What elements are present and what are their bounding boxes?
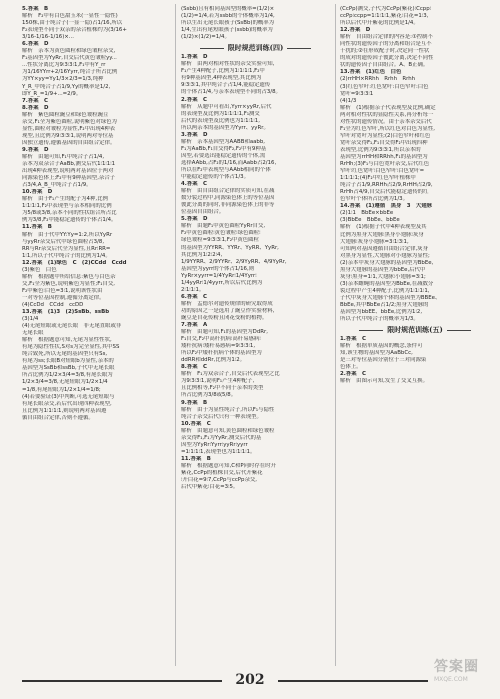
text-line: 为9∶3∶3∶1,说明F₁产生4种配子, [181,378,255,385]
text-line: 表现型,比例为9∶3∶3∶1,所以亲本的 [340,146,421,153]
text-line: (2)亲本中灰身大翅脉的基因型为BbEe, [340,259,434,266]
text-line: 12.答案 (1)绿色 C (2)CCdd Ccdd [22,259,127,266]
footer-rule-left [22,680,222,682]
text-line: 比例为黑身大翅脉∶黑身小翅脉∶灰身 [340,231,424,238]
text-line: 解析 F₁为双杂合子,自交后代表现型之比 [181,371,280,378]
text-line: 纯合子杂交后代只有一种表现型。 [181,413,262,420]
footer-rule-right [278,680,428,682]
text-line: Y_R_中纯合子占1/9,Yy的概率是1/2, [22,83,111,90]
text-line: 所占比例为3/8或5/8。 [181,392,237,399]
text-line: 有9种基因型,4种表现型,其比例为 [181,75,262,82]
text-line: 且比例相等,F₂中不同于亲本的类型 [181,385,264,392]
text-line: 是三对等位基因分别位于三对同源染 [340,357,427,364]
text-line: 所以在F₂中表现型与AAbb相同的个体 [181,166,271,173]
text-line: ccPp∶ccpp=1∶1∶1∶1,紫花∶白花=1∶3, [340,13,429,20]
text-line: 所以F₂中矮秆抗病个体的基因型为 [181,350,262,357]
text-line: ...性状分离比为9∶3∶3∶1,F₁中有Y_rr [22,62,106,69]
text-line: 为5/8或3/8,亲本不同的性状组合所占比 [22,210,117,217]
text-line: (3)1/4 [22,316,39,323]
text-line: 解析 由题意可知,黄色圆粒和绿色皱粒 [181,427,275,434]
text-line: 其比例为1∶2∶2∶4, [181,251,223,258]
text-line: 为YY×yy=Yy1/3×2/3=1/3,纯种 [22,76,104,83]
text-line: 解析 由题可知,F₁的基因型为DdRr, [181,329,268,336]
column-right [340,6,490,668]
text-line: 基因型为SsBb和ssBb,子代中无尾长眼 [22,365,115,372]
text-line: 1/2×3/4=3/8,无尾短眼为1/2×1/4 [22,379,108,386]
text-line: 解析 根据题中所给信息:紫色与白色杂 [22,273,116,280]
text-line: 有尾为ss;长眼B对短眼b为显性,亲本的 [22,358,114,365]
text-line: (3)紫色 白色 [22,266,57,273]
text-line: 彼此分离的同时,非同源染色体上的非等 [181,202,275,209]
text-line: 解析 根据题意可知,C和P同时存在时开 [181,462,276,469]
text-line: ∶开白花=9∶7,CcPp与ccPp杂交, [181,477,257,484]
text-line: RrHh占4/9,自交后代能稳定遗传的红 [340,189,429,196]
text-line: 杂交,F₁全为紫色圆粒,说明紫色对绿色为 [22,118,117,125]
text-line: 解析 根据单质基因的概念,条件可 [340,343,423,350]
text-line: (4)CcDd CCdd ccDD [22,301,84,308]
text-line: 交,F₁全为紫色,说明紫色为显性;F₁自交, [22,280,115,287]
text-line: 灰身∶黑身=1∶1,大翅脉∶小翅脉=3∶1; [340,273,426,280]
text-line: (3)红色窄叶:红色宽叶:白色窄叶:白色 [340,83,429,90]
column-divider [175,4,176,666]
text-line: 干扰的;②在形成配子时,决定同一性状 [340,48,430,55]
text-line: 无尾长眼 [22,330,44,337]
text-line: BbEe,其中BbEe占1/2;黑身大翅脉的 [340,301,429,308]
text-line: 6.答案 D [22,41,49,48]
text-line: 1/4,生出有尾短眼孩子(ssbb)的概率为 [181,27,273,34]
text-line: 窄叶∶红色宽叶∶白色窄叶∶白色宽叶= [340,168,425,175]
text-line: 纯合子占1/9,RRHh占2/9,RrHH占2/9, [340,182,433,189]
text-line: 例为3/8,F₂中能稳定遗传的个体占1/4。 [22,217,117,224]
section-heading-text: 限时规范训练(四) [227,43,284,53]
text-line: 9.答案 B [181,399,208,406]
text-line: 现型,且比例为9∶3∶3∶1,说明两对等位基 [22,132,114,139]
text-line: 7.答案 C [22,97,48,104]
text-line: 与yyRr杂交后代中绿色圆粒占3/8, [22,238,105,245]
text-line: YyRr×yyrr=1/4YyRr∶1/4Yyrr∶ [181,272,257,279]
text-line: 2∶1∶1∶1。 [181,286,205,293]
text-line: 10.答案 D [22,189,53,196]
text-line: F₂表现型不同于双亲的杂合植株约为(3/16+ [22,27,127,34]
text-line: 1/4yyRr∶1/4yyrr,所以后代比例为 [181,279,263,286]
text-line: 1/9YYRR、2/9YYRr、2/9YyRR、4/9YyRr, [181,258,287,265]
text-line: 所以两亲本的基因型为Yyrr、yyRr。 [181,124,269,131]
text-line: 13.答案 (1)3 (2)SsBb、ssBb [22,309,110,316]
text-line: 7.答案 A [181,322,208,329]
text-line: 两对相对性状的显隐性关系,再分析每一 [340,111,434,118]
text-line: F₂中黄色圆粒∶黄色皱粒∶绿色圆粒∶ [181,230,261,237]
text-line: 子代中灰身大翅脉个体的基因型为BBEe、 [340,294,441,301]
text-line: 6.答案 C [181,293,207,300]
text-line: 3.答案 D [181,131,208,138]
text-line: 出现4种表现型,说明两对基因位于两对 [22,168,114,175]
text-line: (4)无尾短眼或无尾长眼 非无尾直眼或非 [22,323,122,330]
text-line: 豌豆是自花传粉且闭花受粉的植物。 [181,314,268,321]
text-line: 解析 由题F₁中黄色圆粒YyRr自交, [181,223,266,230]
text-line: 状的遗传因子自由组合。A、B正确。 [340,62,429,69]
text-line: 色体上。 [340,364,362,371]
section-heading-text: 限时规范训练(五) [387,325,443,335]
text-line: =1/8,有尾短眼为1/2×1/4=1/8; [22,386,101,393]
text-line: RrHh;(3)F₁与白色宽叶杂交,后代红色 [340,161,430,168]
text-line: 的成对的遗传因子彼此分离,决定不同性 [340,55,434,62]
text-line: 150株,由于纯合子(一显一隐)占1/16,所以 [22,20,123,27]
text-line: (4)1/3 [340,97,357,104]
text-line: 解析 F₂中有白色甜玉米(一显性一隐性) [22,13,118,20]
text-line: 后代中紫花∶白花=3∶5。 [181,484,239,491]
text-line: 所以生出无尾长眼孩子(SsBb)的概率为 [181,20,275,27]
text-line: F₁产生4种配子,比例为1∶1∶1∶1,F₂中 [181,68,265,75]
text-line: ddRR和ddRr,比例为1∶2。 [181,357,246,364]
text-line: 解析 由图示可知,发生了交叉互换。 [340,378,428,385]
text-line: 选择AAbb,占F₂的1/16,而Aabb占2/16, [181,159,277,166]
section-heading [340,324,490,335]
text-line: 且比例为1∶1∶1∶1,则说明两对基因遵 [22,407,107,414]
text-line: 解析 根据题意可知,无尾为显性性状, [22,337,112,344]
text-line: 有尾长眼杂交,若后代出现四种表现型, [22,400,112,407]
text-line: 窄叶对宽叶为显性;(2)白色窄叶和红色 [340,132,431,139]
text-line: 有尾为隐性性状,S对s为完全显性,其中SS [22,344,120,351]
text-line: (3)BbEe BbEe、bbEe [340,217,400,224]
text-line: =1∶1∶1∶1,表现型也为1∶1∶1∶1。 [181,448,256,455]
watermark-text: 答案圈 [434,659,479,675]
text-line: (4)若要验证(3)中判断,可选无尾短眼与 [22,393,115,400]
text-line: (Ssbb)且有相同基因型的概率=(1/2)× [181,6,275,12]
text-line: 色窄叶个体所占比例为1/3。 [340,196,408,203]
text-line: 解析 孟德尔对遗传规律的研究取得成 [181,300,273,307]
text-line: 1∶1∶1∶1;(4)F₂中红色窄叶植株中 [340,175,416,182]
text-line: F₁全为红色窄叶,所以红色对白色为显性, [340,125,435,132]
text-line: 5.答案 B [22,6,49,12]
text-line: 紫花,CcPp的植株自交,后代开紫花 [181,470,263,476]
text-line: 8.答案 D [22,104,49,111]
text-line: 9∶3∶3∶1,其中纯合子占1/4,能稳定遗传 [181,82,271,89]
text-line: (2)rrHH×RRhh Rrhh Rrhh [340,76,416,83]
text-line: 2.答案 C [340,371,366,378]
text-line: 8.答案 C [181,364,207,371]
column-divider [335,4,336,666]
text-line: 循自由组合定律,否则不遵循。 [22,414,94,421]
text-line: 杂交得F₁,F₁为YyRr,测交后代的基 [181,434,262,441]
text-line: 10.答案 C [181,420,211,427]
text-line: 同性状的遗传因子的分离和组合是互不 [340,41,432,48]
text-line: 解析 由于F₁产生的配子为4种,比例 [22,196,108,203]
text-line: 1.答案 C [340,336,366,343]
text-line: 解析 由于为显性纯合子,所以F₁与隐性 [181,406,275,413]
text-line: F₁为AaBb,F₁自交得F₂,F₂中有9种基 [181,145,267,152]
text-line: 的基因型为YYRR、YYRr、YyRR、YyRr, [181,244,279,251]
text-line: 3/16-1/16-1/16)×... [22,34,74,41]
text-line: 功的原因之一是选用了豌豆作实验材料, [181,307,275,314]
text-line: 数分裂过程中,同源染色体上的等位基因 [181,195,275,202]
text-line: 11.答案 B [22,224,52,231]
text-line: 大翅脉∶灰身小翅脉=3∶1∶3∶1, [340,238,409,245]
text-line: 12.答案 D [340,27,371,34]
text-line: 因型,若要选出能稳定遗传的个体,需 [181,152,266,159]
text-line: 解析 紫色圆粒豌豆和绿色皱粒豌豆 [22,111,109,118]
text-line: 基因型为bbEE、bbEe,比例为1∶2, [340,309,423,316]
text-line: 因独立遗传,遵循基因的自由组合定律。 [22,139,116,146]
text-line: 解析 由题可知,F₁中纯合子占1/4, [22,153,105,160]
text-line: (2)1∶1 BbEe×bbEe [340,210,394,217]
text-line: 解析 (1)根据亲子代表现型及比例,确定 [340,104,436,111]
text-line: 后代的表现型及比例也为1∶1∶1∶1, [181,117,260,124]
text-line: 2.答案 C [181,96,207,103]
text-line: 宽叶=9∶3∶3∶1 [340,90,374,97]
text-line: F₂中紫色∶白色=3∶1,说明该性状由 [22,287,103,294]
page-footer [0,670,500,692]
text-line: 纯合致死,所以无尾的基因型只有Ss, [22,351,108,358]
text-line: 对性状的遗传情况。由于亲本杂交后代 [340,118,432,125]
text-line: 同源染色体上;F₂中有9种基因型,杂合子 [22,175,116,182]
text-line: 1∶1∶1∶1,F₂中表现型与亲本相同的比例 [22,203,112,210]
text-line: 裂过程中产生4种配子,比例为1∶1∶1∶1, [340,287,430,294]
text-line: 基因型为yyrr的个体占1/16,则 [181,265,255,272]
column-left [22,6,169,668]
text-line: 一对等位基因控制,遵循分离定律。 [22,294,105,301]
text-line: 1.答案 D [181,54,208,61]
text-line: 矮秆抗病∶矮秆易感病=9∶3∶3∶1, [181,343,256,350]
text-line: 的表现型及比例为1∶1∶1∶1,F₁测交 [181,110,260,117]
text-line: 14.答案 (1)遵循 黑身 3 大翅脉 [340,203,433,210]
text-line: 解析 (1)根据子代中4种表现型及其 [340,224,427,231]
text-line: 解析 从题中可看出,Yyrr×yyRr,后代 [181,103,272,110]
text-line: 解析 亲本基因型为AABB和aabb, [181,138,265,145]
text-line: 位基因自由组合。 [181,209,225,216]
text-line: (3)亲本雌蝇的基因型为BbEe,在减数分 [340,280,434,287]
text-line: 黑身大翅脉的基因型为bbEe,后代中 [340,266,426,273]
column-middle [181,6,330,668]
text-line: 1∶1,所以子代中纯合子的比例为1/4。 [22,252,111,259]
text-line: 显性,圆粒对皱粒为显性,F₂中出现4种表 [22,125,115,132]
text-line: (1/2)×(1/2)=1/4。 [181,34,230,41]
text-line: 5.答案 D [181,216,208,223]
text-line: 中能稳定遗传的个体占1/3。 [181,174,249,181]
text-line: 亲本为双杂合子AaBb,测交后代1∶1∶1∶1 [22,161,116,168]
text-line: 所占比例为1/2×3/4=3/8,有尾长眼为 [22,372,113,379]
text-line: 解析 由两对相对性状的杂交实验可知, [181,61,275,68]
text-line: RR与Rr杂交后代全为显性,且Rr∶RR= [22,245,111,252]
text-line: 4.答案 C [181,181,207,188]
text-line: 因型为YyRr∶Yyrr∶yyRr∶yyrr [181,441,248,448]
text-line: 解析 自由组合定律的内容是:①控制不 [340,34,433,41]
text-line: 基因型为rrHH和RRhh,F₁的基因型为 [340,153,428,160]
text-line: 即Y_R_=1/9+...=2/9。 [22,90,82,97]
text-line: 13.答案 (1)红色 白色 [340,69,402,76]
watermark-url: MXQE.COM [434,676,468,683]
section-heading [181,42,330,53]
text-line: 绿色皱粒=9∶3∶3∶1,F₂中黄色圆粒 [181,237,259,244]
text-line: 所以子代中纯合子的概率为1/3。 [340,316,419,323]
text-line: 9.答案 D [22,146,49,153]
text-line: 所以后代中开紫花的比例是1/4。 [340,20,419,27]
page-number: 202 [235,672,265,688]
text-line: 占3/4,A_B_中纯合子占1/9。 [22,182,92,189]
text-line: 宽叶杂交得F₁,F₁自交得F₂中出现四种 [340,139,428,146]
text-line: 解析 亲本为黄色圆粒和绿色皱粒杂交, [22,48,116,55]
text-line: 可知两对基因遵循自由组合定律,灰身 [340,245,428,252]
text-line: (CcPp)测交,子代为CcPp(紫花)∶Ccpp∶ [340,6,432,12]
text-line: 为1/16YYrr+2/16Yyrr,纯合子所占比例 [22,69,118,76]
text-line: (1/2)=1/4,若为ssbb的个体概率为1/4, [181,13,275,20]
text-line: 解析 由于代中YY:Yy=1:2,所以YyRr [22,231,113,238]
watermark-logo [428,652,494,692]
text-line: 11.答案 B [181,455,211,462]
text-line: 的个体占1/4,与亲本表现型不同的占3/8。 [181,89,281,96]
text-line: 对黑身为显性,大翅脉对小翅脉为显性; [340,252,430,259]
text-line: 知,该生物的基因型为AaBbCc, [340,350,413,357]
text-line: F₁基因型为YyRr,自交后代黄色皱粒yy... [22,55,117,62]
text-line: F₁自交,F₂中高秆抗病∶高秆易感病∶ [181,336,261,343]
text-line: 解析 由自由组合定律的实质可知,在减 [181,188,275,195]
